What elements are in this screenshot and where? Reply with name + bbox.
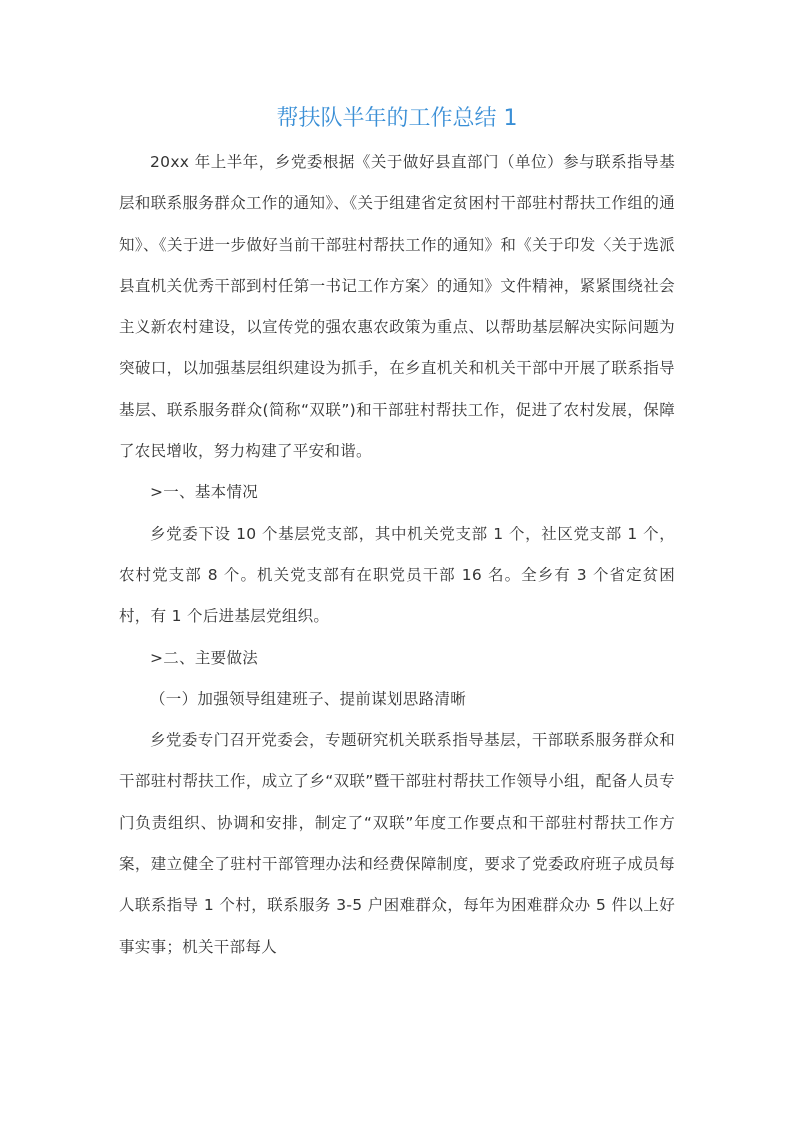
paragraph-leadership: 乡党委专门召开党委会，专题研究机关联系指导基层，干部联系服务群众和干部驻村帮扶工作，成立了乡“双联”暨干部驻村帮扶工作领导小组，配备人员专门负责组织、协调和安排，制定了“双联”年度工作要点和干部驻村帮扶工作方案，建立健全了驻村干部管理办法和经费保障制度，要求了党委政府班子成员每人联系指导 1 个村，联系服务 3-5 户困难群众，每年为困难群众办 5 件以上好事实事；机关干部每人 — [119, 731, 675, 956]
paragraph-basic-situation: 乡党委下设 10 个基层党支部，其中机关党支部 1 个，社区党支部 1 个，农村党支部 8 个。机关党支部有在职党员干部 16 名。全乡有 3 个省定贫困村，有 1 个后进基层党组织。 — [119, 524, 675, 626]
document-body — [119, 142, 675, 968]
document-title: 帮扶队半年的工作总结 1 — [276, 106, 518, 131]
section-heading-basic-situation: >一、基本情况 — [150, 483, 259, 502]
section-heading-main-practices: >二、主要做法 — [150, 648, 259, 667]
paragraph-intro: 20xx 年上半年，乡党委根据《关于做好县直部门（单位）参与联系指导基层和联系服务群众工作的通知》、《关于组建省定贫困村干部驻村帮扶工作组的通知》、《关于进一步做好当前干部驻村帮扶工作的通知》和《关于印发〈关于选派县直机关优秀干部到村任第一书记工作方案〉的通知》文件精神，紧紧围绕社会主义新农村建设，以宣传党的强农惠农政策为重点、以帮助基层解决实际问题为突破口，以加强基层组织建设为抓手，在乡直机关和机关干部中开展了联系指导基层、联系服务群众(简称“双联”)和干部驻村帮扶工作，促进了农村发展，保障了农民增收，努力构建了平安和谐。 — [119, 153, 675, 461]
subsection-heading-leadership: （一）加强领导组建班子、提前谋划思路清晰 — [150, 689, 467, 708]
